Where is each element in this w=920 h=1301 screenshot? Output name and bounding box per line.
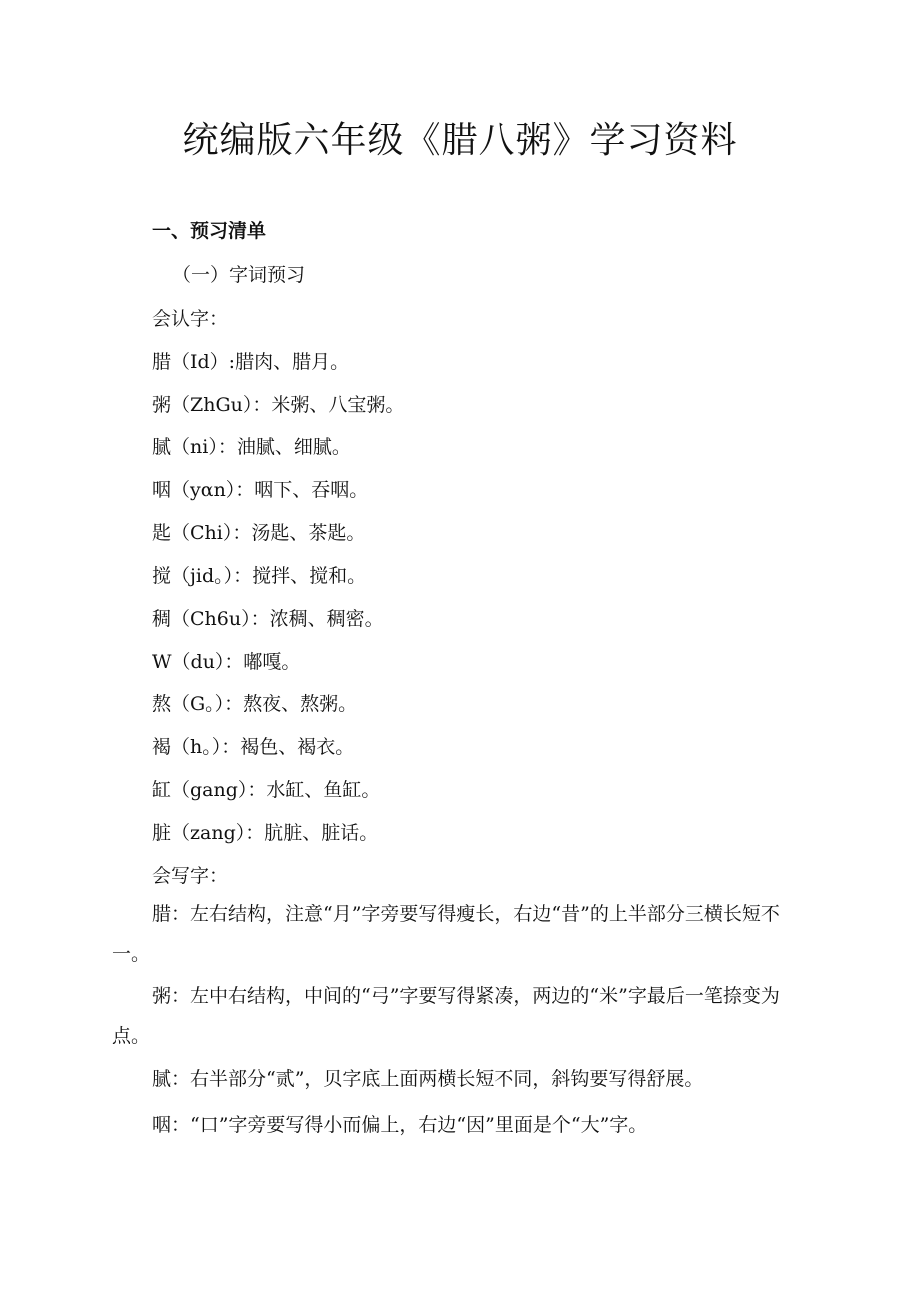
write-item-paragraph: 粥：左中右结构，中间的“弓”字要写得紧凑，两边的“米”字最后一笔捺变为点。 — [112, 985, 780, 1047]
recognize-item: 腊（Id）:腊肉、腊月。 — [152, 351, 350, 373]
document-title: 统编版六年级《腊八粥》学习资料 — [182, 120, 738, 161]
section-heading-preview-list: 一、预习清单 — [152, 220, 267, 242]
recognize-label: 会认字： — [152, 308, 229, 330]
write-label: 会写字： — [152, 865, 229, 887]
recognize-item: 腻（ni）：油腻、细腻。 — [152, 436, 351, 458]
recognize-item: 脏（zang）：肮脏、脏话。 — [152, 822, 379, 844]
recognize-item: 稠（Ch6u）：浓稠、稠密。 — [152, 608, 384, 630]
write-item-paragraph: 腊：左右结构，注意“月”字旁要写得瘦长，右边“昔”的上半部分三横长短不一。 — [112, 903, 780, 965]
recognize-item: 缸（gang）：水缸、鱼缸。 — [152, 779, 381, 801]
write-item-paragraph: 腻：右半部分“贰”，贝字底上面两横长短不同，斜钩要写得舒展。 — [152, 1068, 704, 1090]
recognize-item: 粥（ZhGu）：米粥、八宝粥。 — [152, 394, 405, 416]
subsection-word-preview: （一）字词预习 — [172, 264, 306, 286]
recognize-item: 匙（Chi）：汤匙、茶匙。 — [152, 522, 366, 544]
recognize-item: 褐（h。）：褐色、褐衣。 — [152, 736, 355, 758]
write-item-paragraph: 咽：“口”字旁要写得小而偏上，右边“因”里面是个“大”字。 — [152, 1114, 648, 1136]
recognize-item: 熬（G。）：熬夜、熬粥。 — [152, 693, 358, 715]
recognize-item: 搅（jid。）：搅拌、搅和。 — [152, 565, 367, 587]
recognize-item: W（du）：嘟嘎。 — [152, 651, 301, 673]
recognize-item: 咽（yαn）：咽下、吞咽。 — [152, 479, 369, 501]
